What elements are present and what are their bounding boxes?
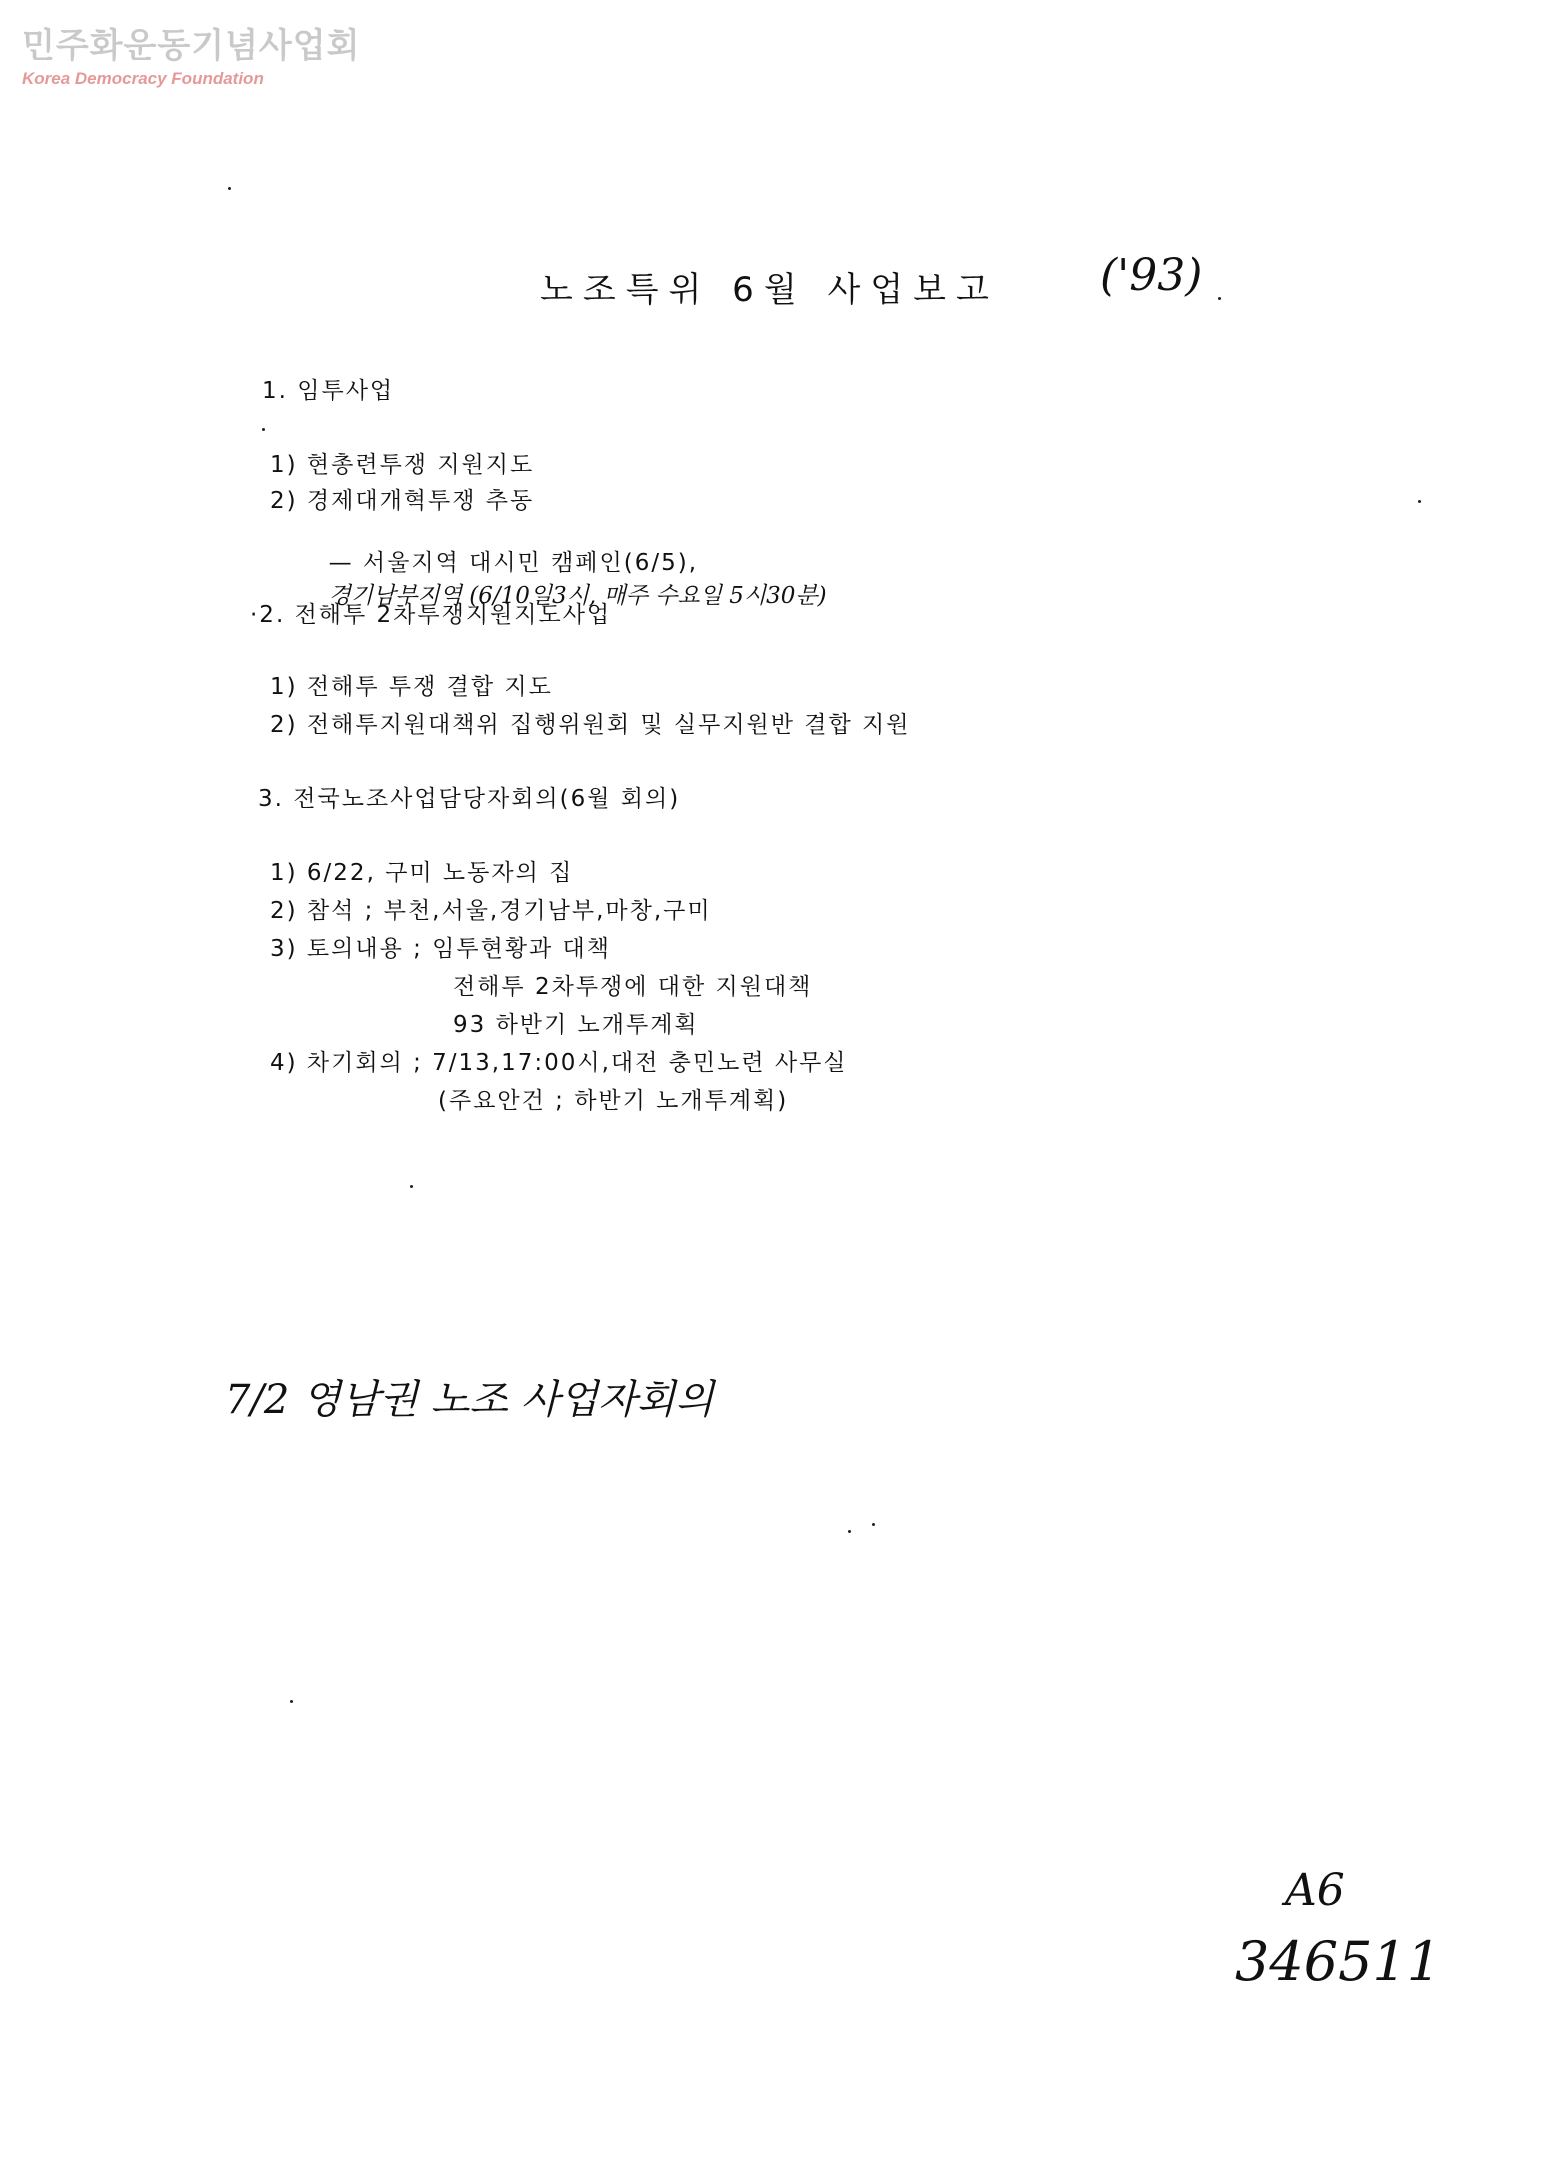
watermark-english: Korea Democracy Foundation	[22, 69, 264, 88]
section-3-item-2: 2) 참석 ; 부천,서울,경기남부,마창,구미	[270, 898, 712, 924]
scan-speck	[872, 1523, 875, 1526]
watermark	[22, 18, 360, 89]
section-1-heading: 1. 임투사업	[262, 378, 395, 404]
scan-speck	[1418, 500, 1421, 503]
sub-item-campaign: — 서울지역 대시민 캠페인(6/5),	[328, 550, 699, 576]
scan-speck	[1218, 297, 1221, 300]
section-3-item-4-line-2: (주요안건 ; 하반기 노개투계획)	[438, 1088, 789, 1114]
section-1-item-2: 2) 경제대개혁투쟁 추동	[270, 488, 535, 514]
archive-number: 346511	[1235, 1930, 1442, 1993]
handwritten-region-note: 경기남부지역 (6/10일3시, 매주 수요일 5시30분)	[328, 583, 827, 609]
scan-speck	[848, 1530, 851, 1533]
section-1-item-1: 1) 현총련투쟁 지원지도	[270, 452, 535, 478]
scan-speck	[262, 428, 265, 431]
document-title: 노조특위 6월 사업보고	[540, 270, 999, 310]
handwritten-bottom-note: 7/2 영남권 노조 사업자회의	[225, 1377, 714, 1423]
section-2-item-2: 2) 전해투지원대책위 집행위원회 및 실무지원반 결합 지원	[270, 712, 911, 738]
scan-speck	[290, 1700, 293, 1703]
section-2-heading: ·2. 전해투 2차투쟁지원지도사업	[250, 602, 612, 628]
section-3-item-3-line-3: 93 하반기 노개투계획	[453, 1012, 699, 1038]
section-3-item-3-line-2: 전해투 2차투쟁에 대한 지원대책	[453, 974, 813, 1000]
section-3-item-4: 4) 차기회의 ; 7/13,17:00시,대전 충민노련 사무실	[270, 1050, 848, 1076]
section-2-item-1: 1) 전해투 투쟁 결합 지도	[270, 674, 553, 700]
title-handwritten-year: ('93)	[1100, 250, 1203, 301]
scan-speck	[228, 187, 231, 190]
watermark-korean: 민주화운동기념사업회	[22, 26, 361, 66]
section-3-item-1: 1) 6/22, 구미 노동자의 집	[270, 860, 574, 886]
section-3-heading: 3. 전국노조사업담당자회의(6월 회의)	[258, 786, 681, 812]
section-3-item-3: 3) 토의내용 ; 임투현황과 대책	[270, 936, 611, 962]
archive-mark: A6	[1285, 1865, 1345, 1916]
scan-speck	[410, 1185, 413, 1188]
